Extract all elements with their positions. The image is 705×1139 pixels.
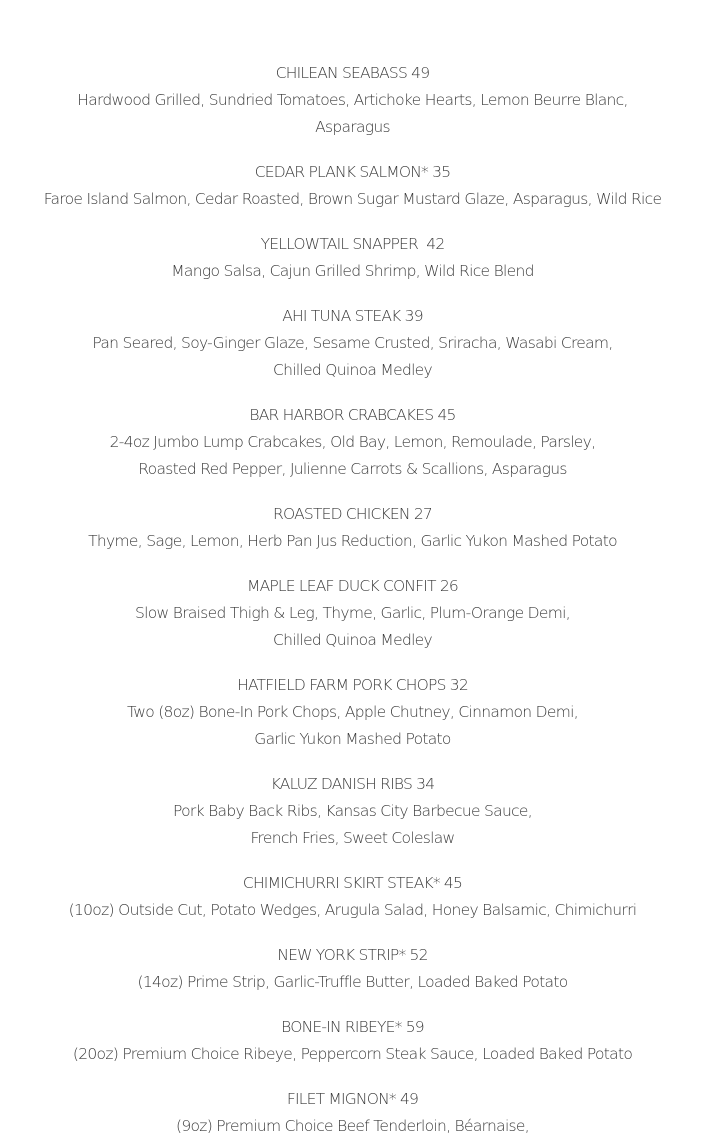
item-description-line: (9oz) Premium Choice Beef Tenderloin, Béarnaise,: [176, 1117, 529, 1135]
item-title: MAPLE LEAF DUCK CONFIT 26: [247, 577, 458, 595]
menu-item-bar-harbor-crabcakes: [0, 402, 705, 483]
item-description-line: Slow Braised Thigh & Leg, Thyme, Garlic, Plum-Orange Demi,: [135, 604, 570, 622]
item-title: KALUZ DANISH RIBS 34: [270, 775, 435, 793]
item-title: NEW YORK STRIP* 52: [277, 946, 428, 964]
item-description-line: Pork Baby Back Ribs, Kansas City Barbecue Sauce,: [173, 802, 532, 820]
item-description-line: Chilled Quinoa Medley: [273, 361, 432, 379]
item-title: FILET MIGNON* 49: [286, 1090, 419, 1108]
menu-item-yellowtail-snapper: [0, 231, 705, 285]
menu-item-ahi-tuna-steak: [0, 303, 705, 384]
menu-item-chimichurri-skirt-steak: [0, 870, 705, 924]
item-description-line: (14oz) Prime Strip, Garlic-Truffle Butter, Loaded Baked Potato: [137, 973, 568, 991]
item-description-line: Roasted Red Pepper, Julienne Carrots & Scallions, Asparagus: [138, 460, 567, 478]
item-description-line: (10oz) Outside Cut, Potato Wedges, Arugula Salad, Honey Balsamic, Chimichurri: [68, 901, 637, 919]
menu-item-roasted-chicken: [0, 501, 705, 555]
menu-item-kaluz-danish-ribs: [0, 771, 705, 852]
item-title: CHILEAN SEABASS 49: [275, 64, 430, 82]
item-description-line: Thyme, Sage, Lemon, Herb Pan Jus Reduction, Garlic Yukon Mashed Potato: [88, 532, 617, 550]
item-description-line: Mango Salsa, Cajun Grilled Shrimp, Wild Rice Blend: [171, 262, 534, 280]
item-title: HATFIELD FARM PORK CHOPS 32: [237, 676, 468, 694]
item-description-line: Pan Seared, Soy-Ginger Glaze, Sesame Crusted, Sriracha, Wasabi Cream,: [92, 334, 613, 352]
item-description-line: Garlic Yukon Mashed Potato: [254, 730, 451, 748]
item-title: CEDAR PLANK SALMON* 35: [254, 163, 451, 181]
item-description-line: French Fries, Sweet Coleslaw: [250, 829, 455, 847]
item-description-line: 2-4oz Jumbo Lump Crabcakes, Old Bay, Lemon, Remoulade, Parsley,: [109, 433, 596, 451]
item-title: YELLOWTAIL SNAPPER 42: [260, 235, 445, 253]
item-description-line: Hardwood Grilled, Sundried Tomatoes, Artichoke Hearts, Lemon Beurre Blanc,: [77, 91, 628, 109]
item-title: CHIMICHURRI SKIRT STEAK* 45: [242, 874, 463, 892]
item-description-line: Asparagus: [315, 118, 390, 136]
menu-item-cedar-plank-salmon: [0, 159, 705, 213]
item-description-line: Two (8oz) Bone-In Pork Chops, Apple Chutney, Cinnamon Demi,: [127, 703, 578, 721]
item-title: ROASTED CHICKEN 27: [273, 505, 432, 523]
menu-item-filet-mignon: [0, 1086, 705, 1139]
menu-item-chilean-seabass: [0, 60, 705, 141]
item-title: BONE-IN RIBEYE* 59: [281, 1018, 424, 1036]
menu-item-hatfield-farm-pork-chops: [0, 672, 705, 753]
item-description-line: (20oz) Premium Choice Ribeye, Peppercorn Steak Sauce, Loaded Baked Potato: [72, 1045, 633, 1063]
item-title: AHI TUNA STEAK 39: [282, 307, 423, 325]
item-description-line: Chilled Quinoa Medley: [273, 631, 432, 649]
item-description-line: Faroe Island Salmon, Cedar Roasted, Brown Sugar Mustard Glaze, Asparagus, Wild Rice: [43, 190, 662, 208]
menu-item-maple-leaf-duck-confit: [0, 573, 705, 654]
item-title: BAR HARBOR CRABCAKES 45: [249, 406, 456, 424]
menu-item-new-york-strip: [0, 942, 705, 996]
menu-item-bone-in-ribeye: [0, 1014, 705, 1068]
